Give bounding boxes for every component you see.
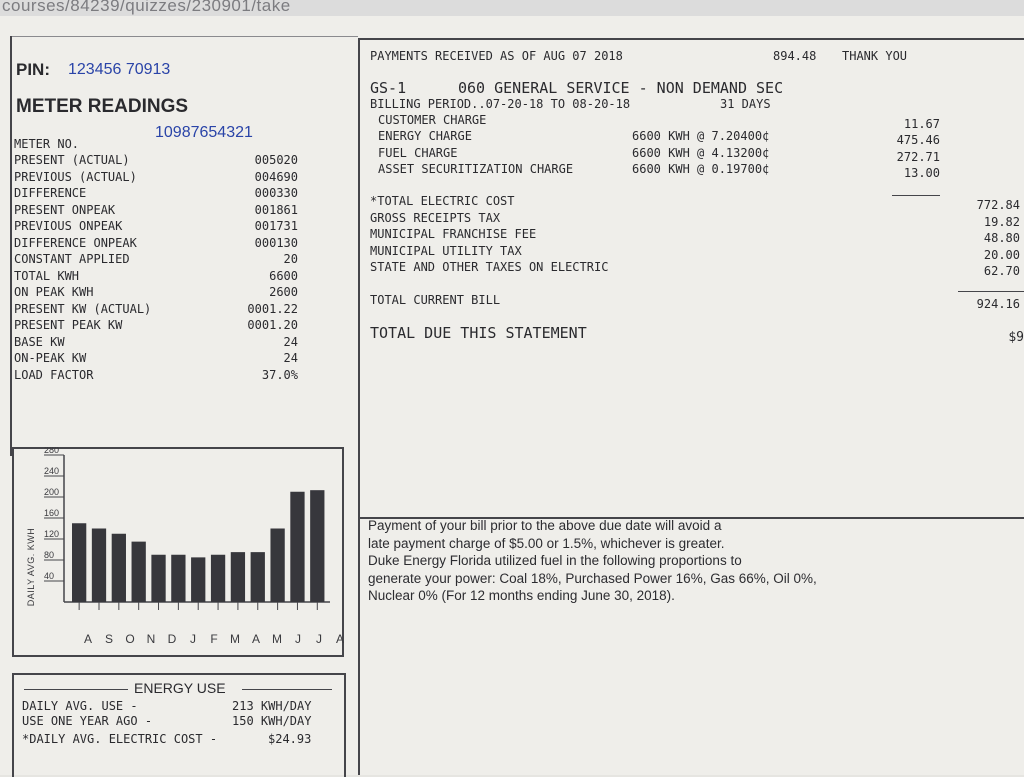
meter-row-value: 24 (283, 351, 298, 365)
usage-bar (132, 542, 146, 602)
tax-amount: 48.80 (983, 231, 1020, 245)
x-tick-label: J (190, 632, 196, 646)
payments-received-label: PAYMENTS RECEIVED AS OF AUG 07 2018 (370, 49, 623, 63)
top-border (360, 38, 1024, 40)
note-line: late payment charge of $5.00 or 1.5%, whichever is greater. (368, 535, 725, 551)
payments-received-amount: 894.48 (773, 49, 817, 63)
usage-bar (191, 557, 205, 602)
energy-use-title: ENERGY USE (134, 680, 226, 696)
daily-cost-value: $24.93 (268, 732, 312, 746)
top-border-left (12, 36, 358, 37)
usage-bar (251, 552, 265, 602)
billing-days: 31 DAYS (720, 97, 771, 111)
energy-title-rule-right (242, 689, 332, 690)
note-line: Payment of your bill prior to the above due date will avoid a (368, 518, 722, 533)
tax-label: STATE AND OTHER TAXES ON ELECTRIC (370, 260, 609, 274)
x-tick-label: A (335, 632, 344, 646)
meter-row-value: 6600 (269, 268, 298, 283)
charge-usage: 6600 KWH @ 0.19700¢ (632, 161, 770, 176)
meter-row-value: 000330 (254, 186, 298, 200)
pin-value: 123456 70913 (68, 61, 171, 78)
usage-bar (171, 555, 185, 602)
meter-no-label: METER NO. (14, 137, 80, 151)
y-tick-label: 120 (44, 529, 60, 539)
usage-bar (151, 555, 165, 602)
browser-url-bar[interactable] (0, 0, 1024, 16)
note-line: Nuclear 0% (For 12 months ending June 30, 2018). (368, 588, 675, 604)
note-line: Duke Energy Florida utilized fuel in the following proportions to (368, 553, 742, 569)
x-tick-label: O (125, 632, 135, 646)
tax-amount: 19.82 (983, 214, 1020, 229)
meter-row-label: PREVIOUS (ACTUAL) (14, 169, 137, 184)
energy-title-rule-left (24, 689, 128, 690)
left-panel-border (10, 36, 12, 456)
meter-no-value: 10987654321 (155, 124, 253, 141)
meter-row-value: 20 (283, 252, 298, 266)
meter-row-value: 005020 (254, 153, 298, 167)
meter-row-label: TOTAL KWH (14, 268, 80, 283)
usage-bar (310, 490, 324, 602)
charge-amount: 11.67 (903, 117, 940, 131)
meter-row-value: 0001.22 (247, 301, 298, 316)
daily-cost-label: *DAILY AVG. ELECTRIC COST - (22, 732, 218, 746)
tax-amount: 772.84 (976, 198, 1020, 212)
meter-row-value: 24 (283, 334, 298, 349)
x-tick-label: A (83, 632, 93, 646)
meter-row-value: 004690 (254, 169, 298, 184)
usage-bar (112, 534, 126, 602)
charge-usage: 6600 KWH @ 4.13200¢ (632, 145, 770, 160)
charge-usage: 6600 KWH @ 7.20400¢ (632, 129, 770, 144)
tax-label: *TOTAL ELECTRIC COST (370, 194, 515, 208)
tax-label: GROSS RECEIPTS TAX (370, 210, 501, 225)
total-due-label: TOTAL DUE THIS STATEMENT (370, 324, 587, 342)
x-tick-label: S (104, 632, 114, 646)
x-tick-label: J (316, 632, 322, 646)
meter-row-value: 001861 (254, 202, 298, 217)
charges-subtotal-line (892, 195, 940, 196)
total-current-bill-amount: 924.16 (976, 297, 1020, 311)
bill-document (0, 16, 1024, 775)
x-tick-label: M (230, 632, 240, 646)
column-divider (358, 38, 360, 775)
x-tick-label: M (272, 632, 282, 646)
meter-row-label: PREVIOUS ONPEAK (14, 219, 123, 233)
x-tick-label: D (167, 632, 177, 646)
billing-period: BILLING PERIOD..07-20-18 TO 08-20-18 (370, 97, 631, 111)
charge-label: ENERGY CHARGE (378, 129, 472, 144)
y-tick-label: 280 (44, 447, 60, 455)
meter-row-label: PRESENT KW (ACTUAL) (14, 301, 152, 316)
total-current-bill-label: TOTAL CURRENT BILL (370, 293, 501, 307)
tax-label: MUNICIPAL FRANCHISE FEE (370, 227, 537, 241)
charge-amount: 475.46 (896, 133, 940, 148)
meter-row-value: 000130 (254, 235, 298, 250)
tax-amount: 20.00 (983, 247, 1020, 262)
daily-avg-label: DAILY AVG. USE - (22, 699, 138, 713)
meter-row-value: 37.0% (261, 367, 298, 382)
daily-usage-chart (12, 447, 344, 657)
meter-row-label: ON PEAK KWH (14, 285, 94, 299)
rate-code: GS-1 (370, 79, 407, 97)
rate-name: 060 GENERAL SERVICE - NON DEMAND SEC (458, 79, 784, 97)
one-year-ago-value: 150 KWH/DAY (232, 714, 312, 728)
url-text: courses/84239/quizzes/230901/take (2, 0, 291, 15)
usage-bar (211, 555, 225, 602)
meter-row-label: PRESENT PEAK KW (14, 318, 123, 332)
meter-row-label: ON-PEAK KW (14, 351, 87, 365)
x-tick-label: A (251, 632, 261, 646)
meter-row-label: LOAD FACTOR (14, 367, 94, 382)
meter-row-label: DIFFERENCE ONPEAK (14, 235, 137, 250)
x-tick-label: N (146, 632, 156, 646)
one-year-ago-label: USE ONE YEAR AGO - (22, 714, 153, 728)
x-tick-label: J (295, 632, 301, 646)
usage-bar (270, 529, 284, 603)
tax-amount: 62.70 (983, 264, 1020, 278)
charge-label: FUEL CHARGE (378, 145, 458, 160)
note-line: generate your power: Coal 18%, Purchased Power 16%, Gas 66%, Oil 0%, (368, 570, 817, 586)
charge-amount: 272.71 (896, 149, 940, 164)
meter-row-value: 2600 (269, 285, 298, 299)
total-due-amount: $9 (1008, 330, 1024, 345)
thank-you-text: THANK YOU (842, 49, 908, 63)
meter-readings-title: METER READINGS (16, 96, 189, 117)
meter-row-value: 0001.20 (247, 318, 298, 332)
usage-bar (72, 523, 86, 602)
meter-row-label: DIFFERENCE (14, 186, 87, 200)
y-tick-label: 200 (44, 487, 60, 497)
tax-label: MUNICIPAL UTILITY TAX (370, 243, 522, 258)
y-tick-label: 40 (44, 571, 55, 581)
daily-avg-value: 213 KWH/DAY (232, 699, 312, 713)
meter-row-label: PRESENT ONPEAK (14, 202, 116, 217)
charge-label: CUSTOMER CHARGE (378, 113, 487, 127)
y-tick-label: 160 (44, 508, 60, 518)
meter-row-label: CONSTANT APPLIED (14, 252, 130, 266)
charge-amount: 13.00 (903, 165, 940, 180)
usage-bar (290, 492, 304, 602)
usage-bar (231, 552, 245, 602)
meter-row-value: 001731 (254, 219, 298, 233)
total-line (958, 291, 1024, 292)
y-axis-label: DAILY AVG. KWH (26, 527, 36, 607)
x-tick-label: F (210, 632, 218, 646)
y-tick-label: 80 (44, 550, 55, 560)
usage-bar (92, 529, 106, 603)
charge-label: ASSET SECURITIZATION CHARGE (378, 161, 574, 176)
meter-row-label: BASE KW (14, 334, 65, 349)
y-tick-label: 240 (44, 466, 60, 476)
pin-label: PIN: (16, 60, 50, 79)
meter-row-label: PRESENT (ACTUAL) (14, 153, 130, 167)
